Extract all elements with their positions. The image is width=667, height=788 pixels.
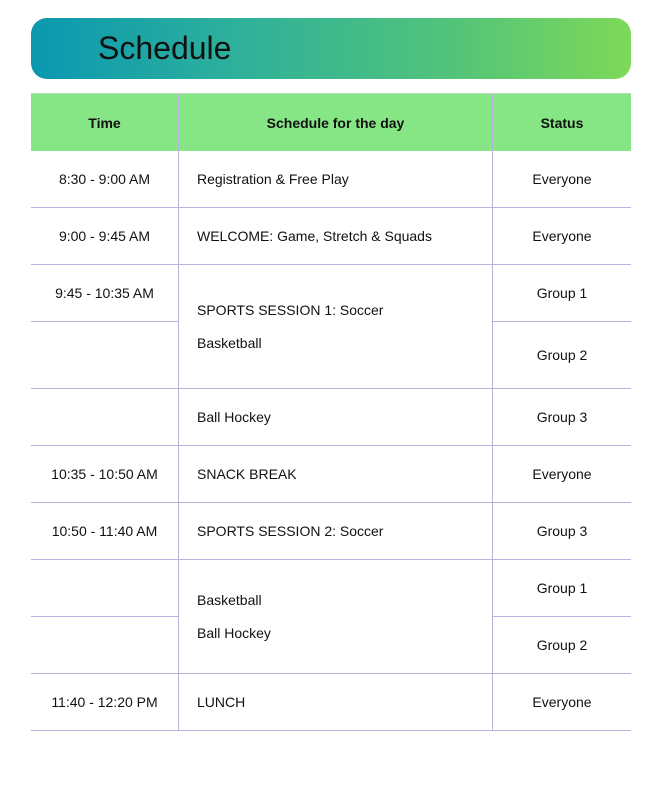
- status-cell: Group 2: [493, 617, 631, 674]
- time-cell: 8:30 - 9:00 AM: [31, 151, 179, 208]
- title-banner: [31, 18, 631, 79]
- time-cell: 10:50 - 11:40 AM: [31, 503, 179, 560]
- activity-cell: SNACK BREAK: [179, 446, 493, 503]
- time-cell: 9:45 - 10:35 AM: [31, 265, 179, 322]
- activity-line: Basketball: [197, 335, 262, 351]
- activity-cell: Ball Hockey: [179, 389, 493, 446]
- time-cell-empty: [31, 560, 179, 617]
- activity-cell: SPORTS SESSION 2: Soccer: [179, 503, 493, 560]
- schedule-table: [31, 93, 631, 788]
- activity-line: SPORTS SESSION 1: Soccer: [197, 302, 384, 318]
- header-activity: Schedule for the day: [179, 93, 493, 151]
- activity-cell: Registration & Free Play: [179, 151, 493, 208]
- time-cell-empty: [31, 389, 179, 446]
- page-title: Schedule: [98, 30, 232, 66]
- time-cell-empty: [31, 322, 179, 389]
- time-cell-empty: [31, 617, 179, 674]
- status-cell: Group 3: [493, 503, 631, 560]
- activity-cell: [179, 265, 493, 389]
- header-time: Time: [31, 93, 179, 151]
- activity-line: Basketball: [197, 592, 262, 608]
- status-cell: Group 3: [493, 389, 631, 446]
- status-cell: Everyone: [493, 446, 631, 503]
- status-cell: Group 1: [493, 560, 631, 617]
- activity-cell: [179, 560, 493, 674]
- activity-line: Ball Hockey: [197, 625, 271, 641]
- activity-cell: WELCOME: Game, Stretch & Squads: [179, 208, 493, 265]
- time-cell: 10:35 - 10:50 AM: [31, 446, 179, 503]
- status-cell: Group 1: [493, 265, 631, 322]
- time-cell: 9:00 - 9:45 AM: [31, 208, 179, 265]
- status-cell: Everyone: [493, 208, 631, 265]
- activity-cell: LUNCH: [179, 674, 493, 731]
- header-status: Status: [493, 93, 631, 151]
- time-cell: 11:40 - 12:20 PM: [31, 674, 179, 731]
- status-cell: Everyone: [493, 674, 631, 731]
- status-cell: Group 2: [493, 322, 631, 389]
- status-cell: Everyone: [493, 151, 631, 208]
